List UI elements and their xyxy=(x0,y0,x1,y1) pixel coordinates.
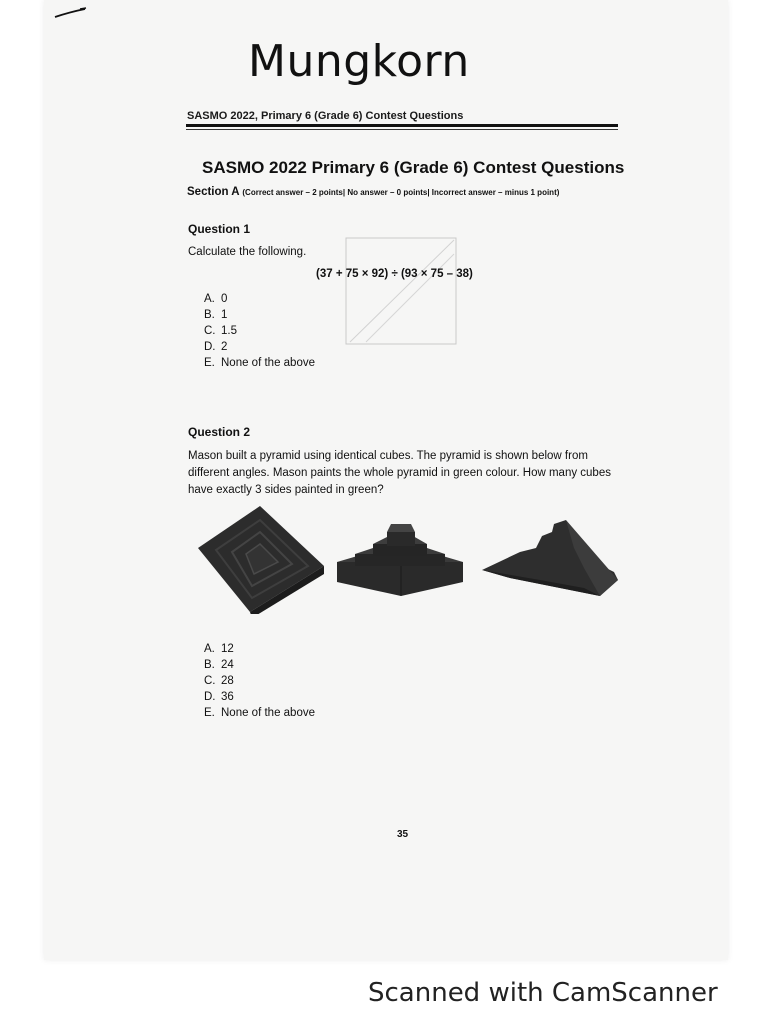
option-row xyxy=(204,705,315,721)
option-text: 0 xyxy=(221,293,228,305)
option-row xyxy=(204,355,315,371)
option-text: None of the above xyxy=(221,707,315,719)
running-header: SASMO 2022, Primary 6 (Grade 6) Contest Questions xyxy=(187,110,464,122)
option-text: 2 xyxy=(221,341,228,353)
pen-stroke-mark xyxy=(52,6,92,22)
option-text: 28 xyxy=(221,675,234,687)
question-1-options xyxy=(204,291,315,371)
scanner-watermark: Scanned with CamScanner xyxy=(368,978,718,1008)
option-letter: C. xyxy=(204,675,216,687)
option-row xyxy=(204,307,315,323)
question-1-expression: (37 + 75 × 92) ÷ (93 × 75 – 38) xyxy=(316,268,473,280)
prompt-line: have exactly 3 sides painted in green? xyxy=(188,484,384,496)
option-letter: B. xyxy=(204,659,215,671)
option-text: 36 xyxy=(221,691,234,703)
option-letter: D. xyxy=(204,691,216,703)
option-text: 1 xyxy=(221,309,228,321)
header-rule xyxy=(186,124,618,127)
question-2-prompt xyxy=(188,448,618,499)
option-row xyxy=(204,291,315,307)
prompt-line: different angles. Mason paints the whole pyramid in green colour. How many cubes xyxy=(188,467,611,479)
question-1-heading: Question 1 xyxy=(188,222,251,236)
prompt-line: Mason built a pyramid using identical cubes. The pyramid is shown below from xyxy=(188,450,588,462)
option-text: 12 xyxy=(221,643,234,655)
option-row xyxy=(204,689,315,705)
option-row xyxy=(204,673,315,689)
section-scoring-note: (Correct answer – 2 points| No answer – 0 points| Incorrect answer – minus 1 point) xyxy=(242,188,560,197)
document-title: SASMO 2022 Primary 6 (Grade 6) Contest Questions xyxy=(202,158,625,177)
option-row xyxy=(204,641,315,657)
question-2-options xyxy=(204,641,315,721)
option-text: None of the above xyxy=(221,357,315,369)
page-number: 35 xyxy=(397,829,409,840)
pyramid-side-view xyxy=(480,518,620,600)
option-letter: A. xyxy=(204,643,215,655)
option-text: 24 xyxy=(221,659,234,671)
option-row xyxy=(204,657,315,673)
handwritten-name: Mungkorn xyxy=(248,36,470,87)
section-heading xyxy=(187,186,559,198)
option-letter: D. xyxy=(204,341,216,353)
option-letter: E. xyxy=(204,357,215,369)
header-rule-thin xyxy=(186,129,618,130)
option-letter: A. xyxy=(204,293,215,305)
option-letter: C. xyxy=(204,325,216,337)
option-letter: E. xyxy=(204,707,215,719)
section-label: Section A xyxy=(187,186,240,198)
pyramid-top-view xyxy=(194,504,328,614)
option-row xyxy=(204,323,315,339)
option-text: 1.5 xyxy=(221,325,237,337)
question-2-heading: Question 2 xyxy=(188,425,251,439)
question-1-prompt: Calculate the following. xyxy=(188,246,307,258)
option-row xyxy=(204,339,315,355)
pyramid-front-view xyxy=(331,520,469,600)
option-letter: B. xyxy=(204,309,215,321)
